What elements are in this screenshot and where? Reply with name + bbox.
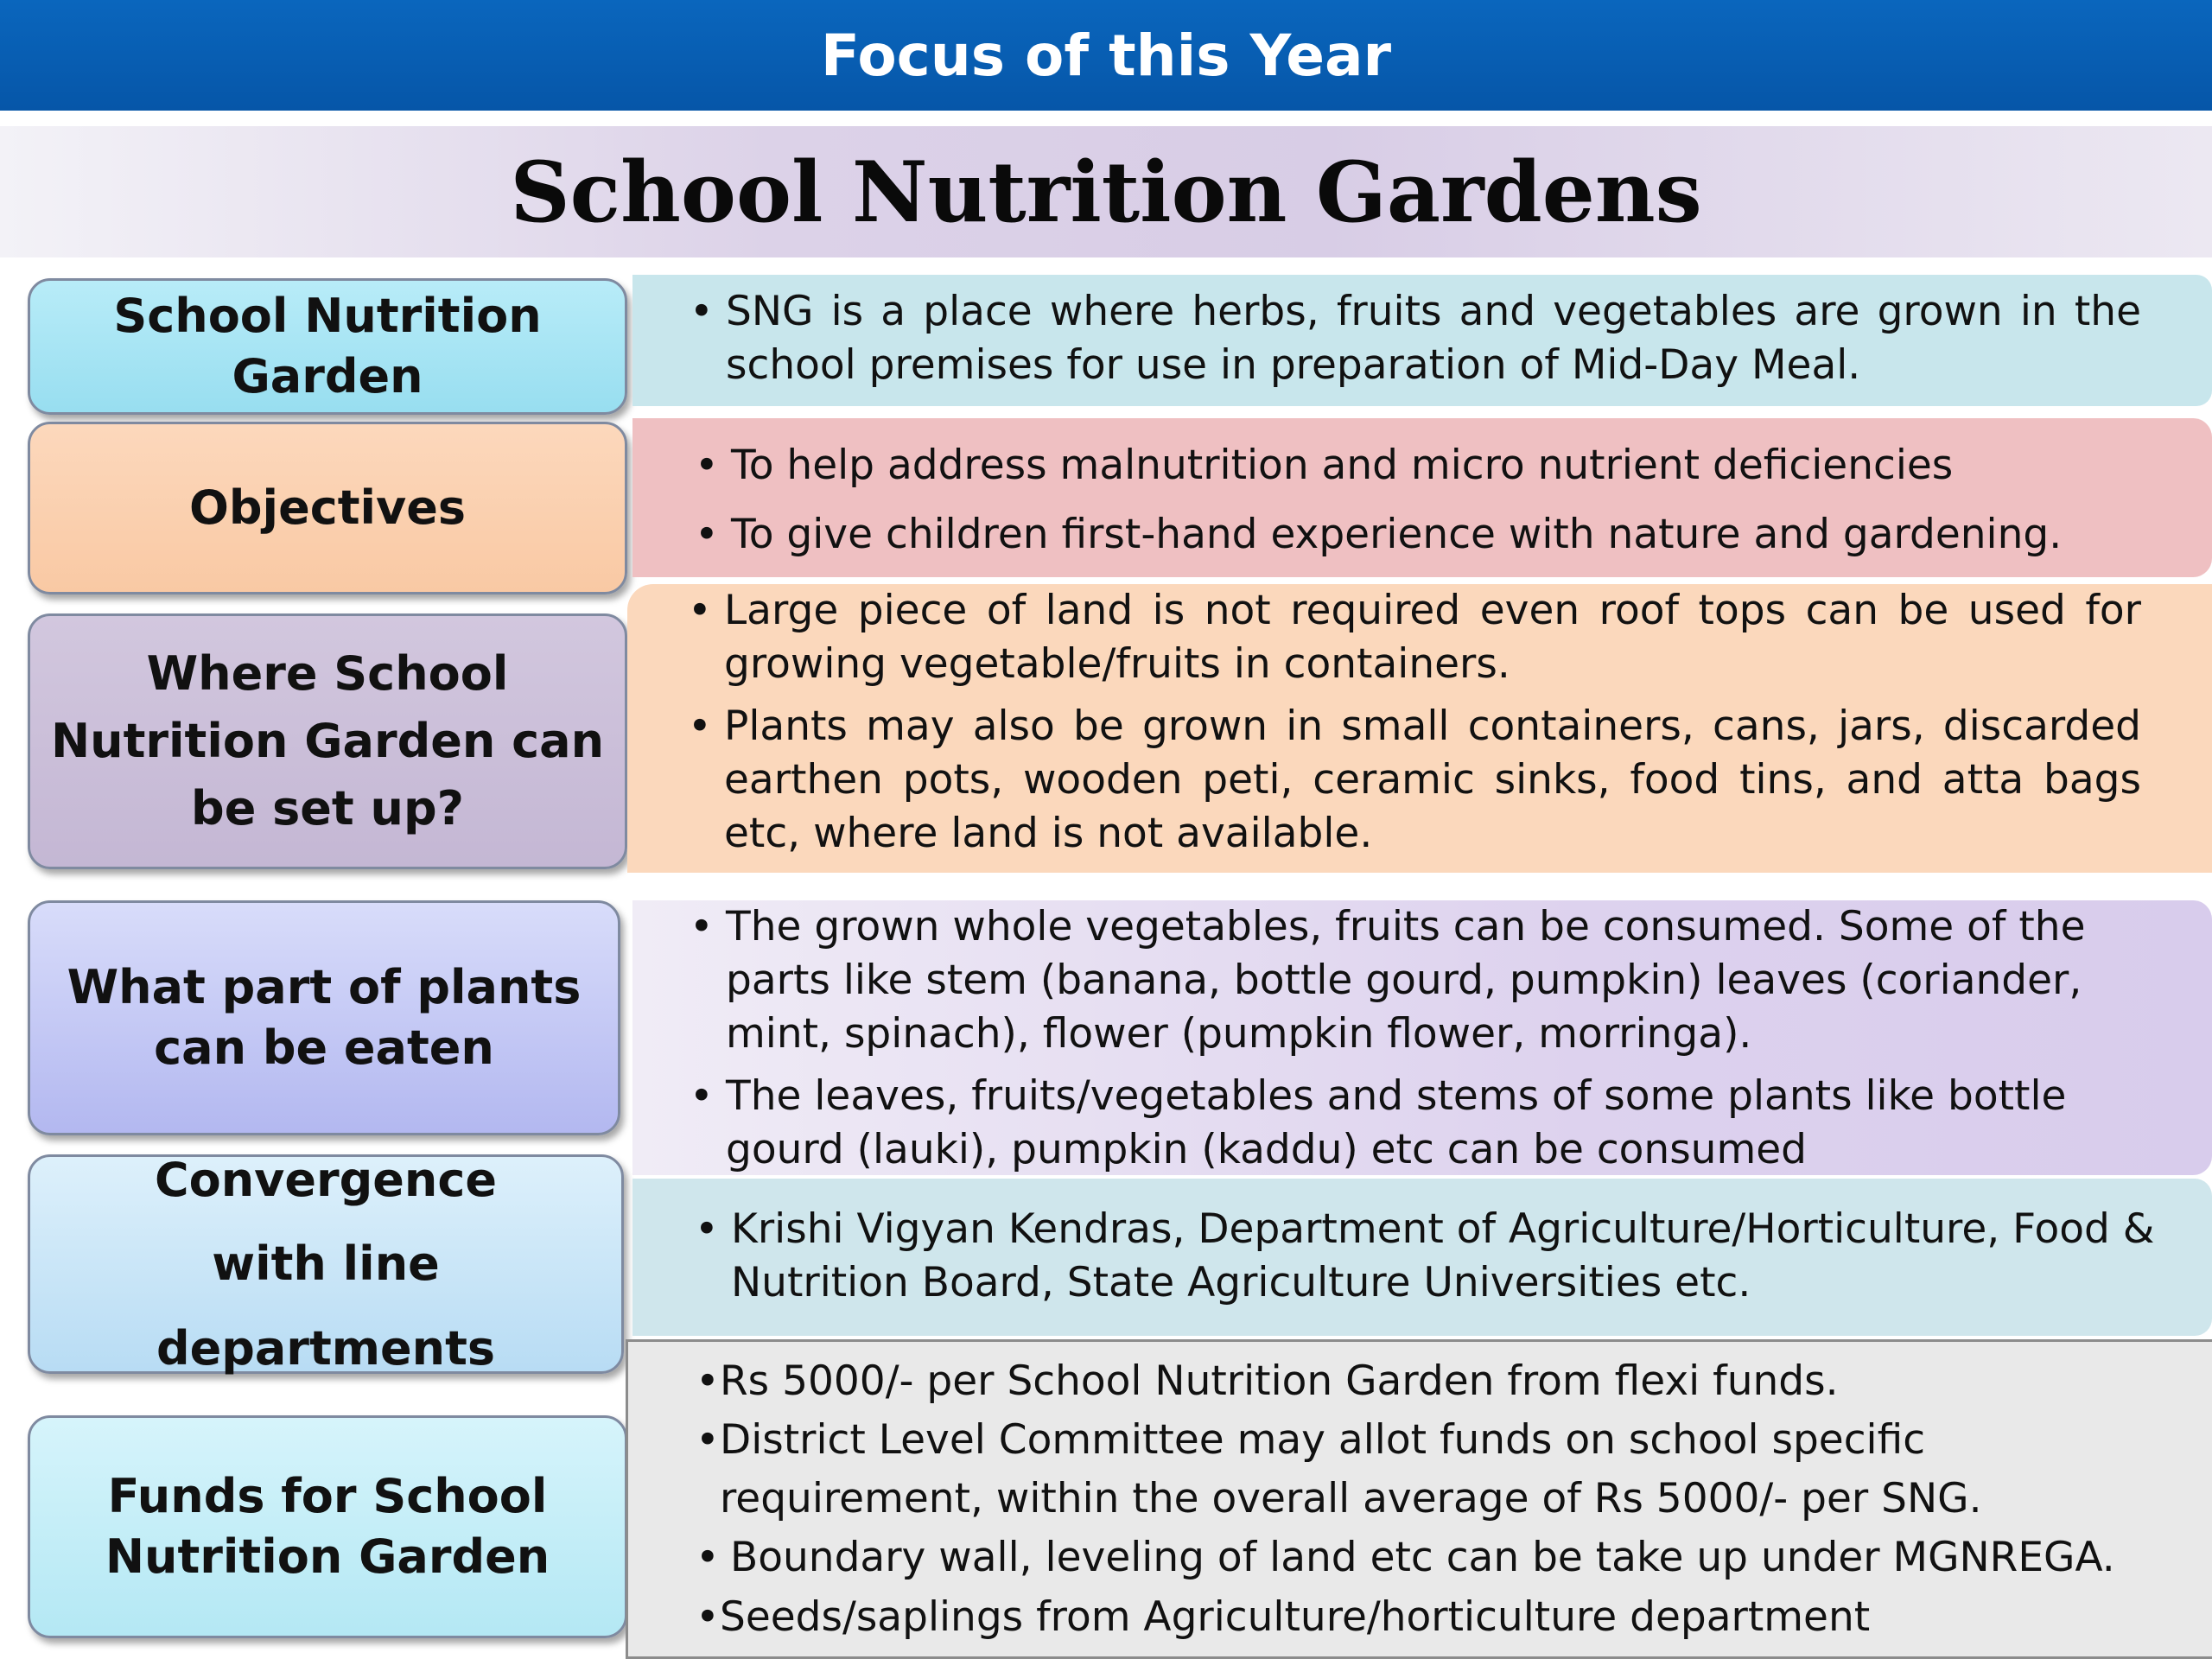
list-item: • The leaves, fruits/vegetables and stems of some plants like bottle gourd (lauki), pumpkin (kaddu) etc can be consumed [690,1072,2067,1174]
row-content-edible-parts [632,900,2212,1175]
row-label-edible-parts [28,900,620,1135]
label-line: Nutrition Garden [105,1529,550,1584]
list-item: • Krishi Vigyan Kendras, Department of Agriculture/Horticulture, Food & Nutrition Board, State Agriculture Universities etc. [695,1205,2155,1307]
page-title: School Nutrition Gardens [510,143,1702,241]
row-content-funds [626,1339,2212,1659]
list-item: • Seeds/saplings from Agriculture/horticulture department [696,1592,1871,1641]
row-label-where-set-up [28,613,627,869]
label-line: Objectives [189,480,466,535]
label-line: Funds for School [107,1468,548,1523]
list-item: • Boundary wall, leveling of land etc can be take up under MGNREGA. [696,1534,2115,1582]
page-title-bar [0,126,2212,257]
header-bar [0,0,2212,111]
label-line: Convergence [155,1153,497,1208]
row-label-objectives [28,422,627,594]
list-item: • Large piece of land is not required even roof tops can be used for growing vegetable/fruits in containers. [688,587,2141,689]
list-item: • To give children first-hand experience with nature and gardening. [695,511,2063,559]
row-label-funds [28,1415,627,1638]
label-line: Garden [232,349,423,404]
row-content-where-set-up [627,584,2212,873]
label-line: What part of plants [67,959,582,1014]
label-line: Nutrition Garden can [50,713,605,768]
list-item: • The grown whole vegetables, fruits can be consumed. Some of the parts like stem (banana, bottle gourd, pumpkin) leaves (coriander, mint, spinach), flower (pumpkin flower, morringa). [690,903,2086,1058]
row-content-objectives [632,418,2212,577]
label-line: be set up? [191,781,464,836]
row-content-school-nutrition-garden [632,275,2212,406]
label-line: with line departments [156,1236,496,1376]
row-content-convergence [632,1179,2212,1336]
row-label-school-nutrition-garden [28,278,627,415]
label-line: Where School [146,645,509,701]
row-label-convergence [28,1154,624,1374]
list-item: • To help address malnutrition and micro nutrient deficiencies [695,442,1954,489]
list-item: • District Level Committee may allot funds on school specific requirement, within the overall average of Rs 5000/- per SNG. [696,1416,1982,1523]
header-title: Focus of this Year [820,22,1392,89]
list-item: • SNG is a place where herbs, fruits and vegetables are grown in the school premises for use in preparation of Mid-Day Meal. [690,288,2141,390]
label-line: School Nutrition [113,288,542,343]
label-line: can be eaten [154,1020,494,1075]
list-item: • Rs 5000/- per School Nutrition Garden from flexi funds. [696,1357,1839,1405]
list-item: • Plants may also be grown in small containers, cans, jars, discarded earthen pots, wooden peti, ceramic sinks, food tins, and atta bags etc, where land is not available. [688,702,2141,858]
